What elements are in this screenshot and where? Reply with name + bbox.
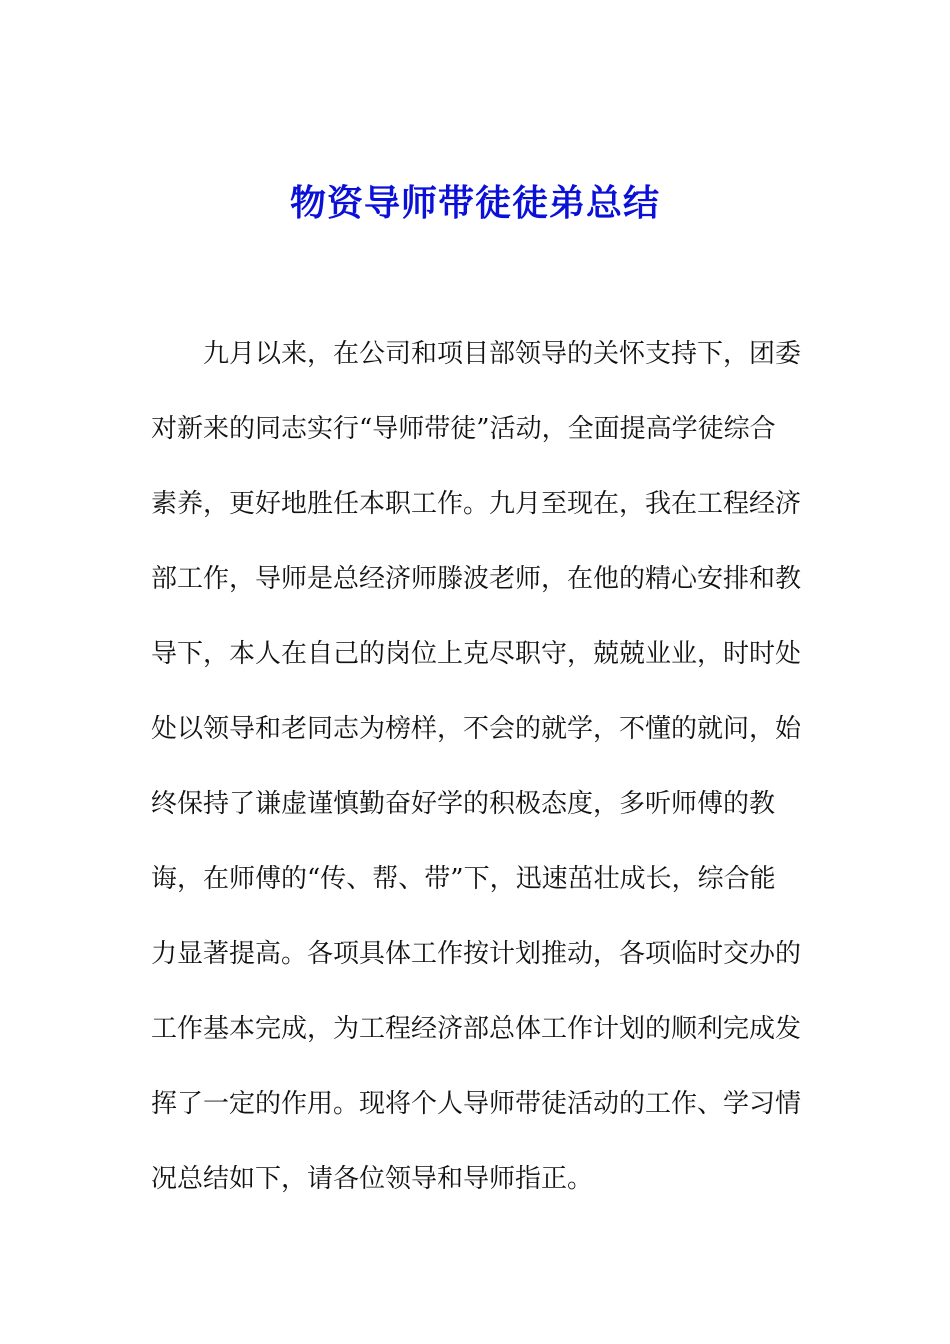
paragraph-line: 力显著提高。各项具体工作按计划推动，各项临时交办的 [151, 939, 802, 969]
paragraph-line: 工作基本完成，为工程经济部总体工作计划的顺利完成发 [151, 1014, 802, 1044]
paragraph-line: 终保持了谦虚谨慎勤奋好学的积极态度，多听师傅的教 [151, 789, 776, 819]
paragraph-line: 诲，在师傅的“传、帮、带”下，迅速茁壮成长，综合能 [151, 864, 776, 894]
paragraph-line: 对新来的同志实行“导师带徒”活动，全面提高学徒综合 [151, 414, 776, 444]
body-paragraph [151, 326, 801, 1226]
paragraph-line: 况总结如下，请各位领导和导师指正。 [151, 1164, 594, 1194]
paragraph-line: 部工作，导师是总经济师滕波老师，在他的精心安排和教 [151, 564, 802, 594]
paragraph-line: 处以领导和老同志为榜样，不会的就学，不懂的就问，始 [151, 714, 802, 744]
paragraph-line: 挥了一定的作用。现将个人导师带徒活动的工作、学习情 [151, 1089, 802, 1119]
document-title: 物资导师带徒徒弟总结 [289, 182, 660, 224]
paragraph-line: 九月以来，在公司和项目部领导的关怀支持下，团委 [203, 339, 802, 369]
paragraph-line: 素养，更好地胜任本职工作。九月至现在，我在工程经济 [151, 489, 802, 519]
paragraph-line: 导下，本人在自己的岗位上克尽职守，兢兢业业，时时处 [151, 639, 802, 669]
